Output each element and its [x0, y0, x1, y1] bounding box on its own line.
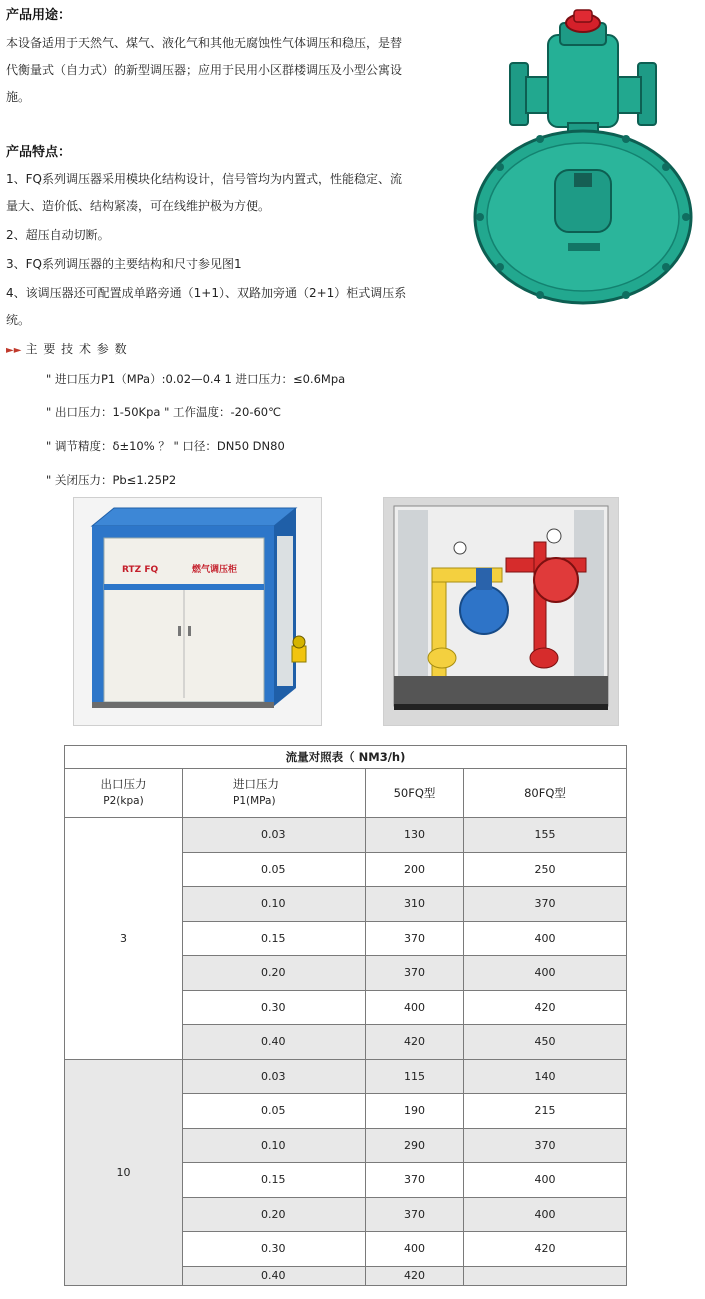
inlet-pressure-cell: 0.15	[183, 921, 366, 956]
features-heading: 产品特点：	[6, 145, 72, 160]
header-50fq: 50FQ型	[366, 769, 464, 818]
spec-line: " 调节精度：δ±10% ？ " 口径：DN50 DN80	[46, 439, 285, 453]
inlet-pressure-cell: 0.20	[183, 1197, 366, 1232]
flow-80fq-cell: 420	[464, 990, 627, 1025]
flow-80fq-cell: 370	[464, 1128, 627, 1163]
feature-line: 统。	[6, 313, 31, 327]
flow-50fq-cell: 370	[366, 1163, 464, 1198]
feature-line: 3、FQ系列调压器的主要结构和尺寸参见图1	[6, 257, 242, 271]
flow-50fq-cell: 310	[366, 887, 464, 922]
inlet-pressure-cell: 0.15	[183, 1163, 366, 1198]
table-title: 流量对照表（ NM3/h)	[65, 746, 627, 769]
flow-80fq-cell: 370	[464, 887, 627, 922]
flow-50fq-cell: 400	[366, 1232, 464, 1267]
header-inlet-unit: P1(MPa)	[233, 795, 276, 807]
features-text	[6, 166, 446, 334]
flow-50fq-cell: 200	[366, 852, 464, 887]
flow-80fq-cell: 400	[464, 1197, 627, 1232]
inlet-pressure-cell: 0.10	[183, 1128, 366, 1163]
usage-line: 施。	[6, 90, 31, 104]
spec-line: " 关闭压力：Pb≤1.25P2	[46, 473, 177, 487]
header-inlet-pressure	[183, 769, 366, 818]
inlet-pressure-cell: 0.05	[183, 1094, 366, 1129]
flow-50fq-cell: 130	[366, 818, 464, 853]
header-outlet-pressure	[65, 769, 183, 818]
outlet-pressure-cell: 10	[65, 1059, 183, 1285]
feature-line: 2、超压自动切断。	[6, 228, 110, 242]
regulator-image	[470, 5, 700, 305]
usage-text	[6, 30, 446, 111]
flow-80fq-cell: 140	[464, 1059, 627, 1094]
flow-80fq-cell: 400	[464, 921, 627, 956]
header-80fq: 80FQ型	[464, 769, 627, 818]
table-row	[65, 1059, 627, 1094]
inlet-pressure-cell: 0.30	[183, 1232, 366, 1267]
arrow-bullet-icon: ►►	[6, 345, 22, 356]
inlet-pressure-cell: 0.40	[183, 1025, 366, 1060]
spec-line: " 出口压力：1-50Kpa " 工作温度：-20-60℃	[46, 405, 282, 419]
cabinet-interior-photo	[383, 497, 619, 726]
flow-50fq-cell: 420	[366, 1266, 464, 1285]
inlet-pressure-cell: 0.40	[183, 1266, 366, 1285]
flow-80fq-cell: 400	[464, 1163, 627, 1198]
cabinet-label-right: 燃气调压柜	[192, 565, 238, 575]
feature-line: 量大、造价低、结构紧凑，可在线维护极为方便。	[6, 199, 271, 213]
flow-80fq-cell	[464, 1266, 627, 1285]
flow-50fq-cell: 115	[366, 1059, 464, 1094]
specs-heading-row	[6, 340, 128, 357]
spec-line: " 进口压力P1（MPa）:0.02—0.4 1 进口压力：≤0.6Mpa	[46, 372, 346, 386]
inlet-pressure-cell: 0.10	[183, 887, 366, 922]
header-outlet-unit: P2(kpa)	[103, 795, 144, 807]
flow-80fq-cell: 155	[464, 818, 627, 853]
flow-50fq-cell: 290	[366, 1128, 464, 1163]
inlet-pressure-cell: 0.05	[183, 852, 366, 887]
flow-80fq-cell: 450	[464, 1025, 627, 1060]
inlet-pressure-cell: 0.03	[183, 818, 366, 853]
feature-line: 4、该调压器还可配置成单路旁通（1+1）、双路加旁通（2+1）柜式调压系	[6, 286, 407, 300]
table-row	[65, 818, 627, 853]
flow-50fq-cell: 370	[366, 1197, 464, 1232]
specs-heading: 主 要 技 术 参 数	[25, 342, 128, 356]
flow-table	[64, 745, 627, 1286]
usage-line: 代衡量式（自力式）的新型调压器；应用于民用小区群楼调压及小型公寓设	[6, 63, 403, 77]
flow-50fq-cell: 420	[366, 1025, 464, 1060]
flow-50fq-cell: 370	[366, 956, 464, 991]
header-inlet-label: 进口压力	[233, 777, 279, 791]
outlet-pressure-cell: 3	[65, 818, 183, 1060]
flow-50fq-cell: 400	[366, 990, 464, 1025]
flow-80fq-cell: 215	[464, 1094, 627, 1129]
cabinet-label-left: RTZ FQ	[122, 565, 159, 575]
cabinet-photo	[73, 497, 322, 726]
feature-line: 1、FQ系列调压器采用模块化结构设计，信号管均为内置式，性能稳定、流	[6, 172, 402, 186]
flow-80fq-cell: 250	[464, 852, 627, 887]
flow-80fq-cell: 400	[464, 956, 627, 991]
usage-heading: 产品用途：	[6, 8, 72, 23]
flow-50fq-cell: 370	[366, 921, 464, 956]
inlet-pressure-cell: 0.20	[183, 956, 366, 991]
flow-80fq-cell: 420	[464, 1232, 627, 1267]
header-outlet-label: 出口压力	[100, 777, 147, 791]
inlet-pressure-cell: 0.03	[183, 1059, 366, 1094]
flow-50fq-cell: 190	[366, 1094, 464, 1129]
usage-line: 本设备适用于天然气、煤气、液化气和其他无腐蚀性气体调压和稳压，是替	[6, 36, 403, 50]
inlet-pressure-cell: 0.30	[183, 990, 366, 1025]
